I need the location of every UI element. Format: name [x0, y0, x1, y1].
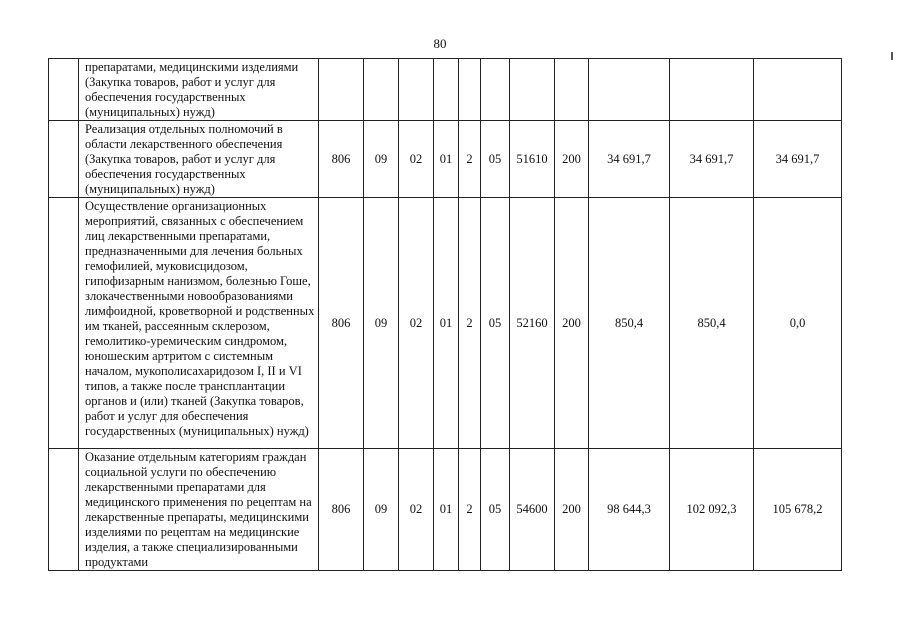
event-code-cell — [481, 59, 510, 121]
row-marker-cell — [49, 449, 79, 571]
subprogram-code-cell: 2 — [459, 121, 481, 198]
amount-year1-cell: 850,4 — [589, 198, 670, 449]
program-code-cell: 01 — [434, 449, 459, 571]
budget-table — [48, 58, 842, 571]
subsection-cell: 02 — [399, 449, 434, 571]
expense-type-cell: 200 — [555, 121, 589, 198]
row-marker-cell — [49, 198, 79, 449]
direction-code-cell — [510, 59, 555, 121]
expense-type-cell: 200 — [555, 198, 589, 449]
amount-year1-cell — [589, 59, 670, 121]
expense-type-cell — [555, 59, 589, 121]
amount-year2-cell: 102 092,3 — [670, 449, 754, 571]
section-cell: 09 — [364, 449, 399, 571]
program-code-cell: 01 — [434, 198, 459, 449]
ministry-cell — [319, 59, 364, 121]
description-cell: Осуществление организационных мероприятий, связанных с обеспечением лиц лекарственными препаратами, предназначенными для лечения больных гемофилией, муковисцидозом, гипофизарным нанизмом, болезнью Гоше, злокачественными новообразованиями лимфоидной, кроветворной и родственных им тканей, рассеянным склерозом, гемолитико-уремическим синдромом, юношеским артритом с системным началом, мукополисахаридозом I, II и VI типов, а также после трансплантации органов и (или) тканей (Закупка товаров, работ и услуг для обеспечения государственных (муниципальных) нужд) — [79, 198, 319, 449]
amount-year1-cell: 98 644,3 — [589, 449, 670, 571]
description-cell: препаратами, медицинскими изделиями (Закупка товаров, работ и услуг для обеспечения государственных (муниципальных) нужд) — [79, 59, 319, 121]
amount-year2-cell: 850,4 — [670, 198, 754, 449]
section-cell: 09 — [364, 121, 399, 198]
table-row — [49, 121, 842, 198]
event-code-cell: 05 — [481, 121, 510, 198]
program-code-cell — [434, 59, 459, 121]
subsection-cell: 02 — [399, 121, 434, 198]
subsection-cell — [399, 59, 434, 121]
ministry-cell: 806 — [319, 121, 364, 198]
row-marker-cell — [49, 121, 79, 198]
table-row — [49, 449, 842, 571]
scan-edge-mark — [891, 52, 893, 60]
amount-year3-cell: 105 678,2 — [754, 449, 842, 571]
amount-year2-cell: 34 691,7 — [670, 121, 754, 198]
table-row — [49, 59, 842, 121]
event-code-cell: 05 — [481, 449, 510, 571]
amount-year1-cell: 34 691,7 — [589, 121, 670, 198]
direction-code-cell: 54600 — [510, 449, 555, 571]
description-cell: Реализация отдельных полномочий в области лекарственного обеспечения (Закупка товаров, работ и услуг для обеспечения государственных (муниципальных) нужд) — [79, 121, 319, 198]
section-cell — [364, 59, 399, 121]
subprogram-code-cell: 2 — [459, 449, 481, 571]
amount-year3-cell — [754, 59, 842, 121]
page-number: 80 — [433, 36, 447, 51]
amount-year3-cell: 0,0 — [754, 198, 842, 449]
expense-type-cell: 200 — [555, 449, 589, 571]
ministry-cell: 806 — [319, 198, 364, 449]
ministry-cell: 806 — [319, 449, 364, 571]
table-row — [49, 198, 842, 449]
event-code-cell: 05 — [481, 198, 510, 449]
section-cell: 09 — [364, 198, 399, 449]
subsection-cell: 02 — [399, 198, 434, 449]
amount-year3-cell: 34 691,7 — [754, 121, 842, 198]
program-code-cell: 01 — [434, 121, 459, 198]
row-marker-cell — [49, 59, 79, 121]
direction-code-cell: 52160 — [510, 198, 555, 449]
subprogram-code-cell: 2 — [459, 198, 481, 449]
direction-code-cell: 51610 — [510, 121, 555, 198]
amount-year2-cell — [670, 59, 754, 121]
description-cell: Оказание отдельным категориям граждан социальной услуги по обеспечению лекарственными препаратами для медицинского применения по рецептам на лекарственные препараты, медицинскими изделиями по рецептам на медицинские изделия, а также специализированными продуктами — [79, 449, 319, 571]
subprogram-code-cell — [459, 59, 481, 121]
